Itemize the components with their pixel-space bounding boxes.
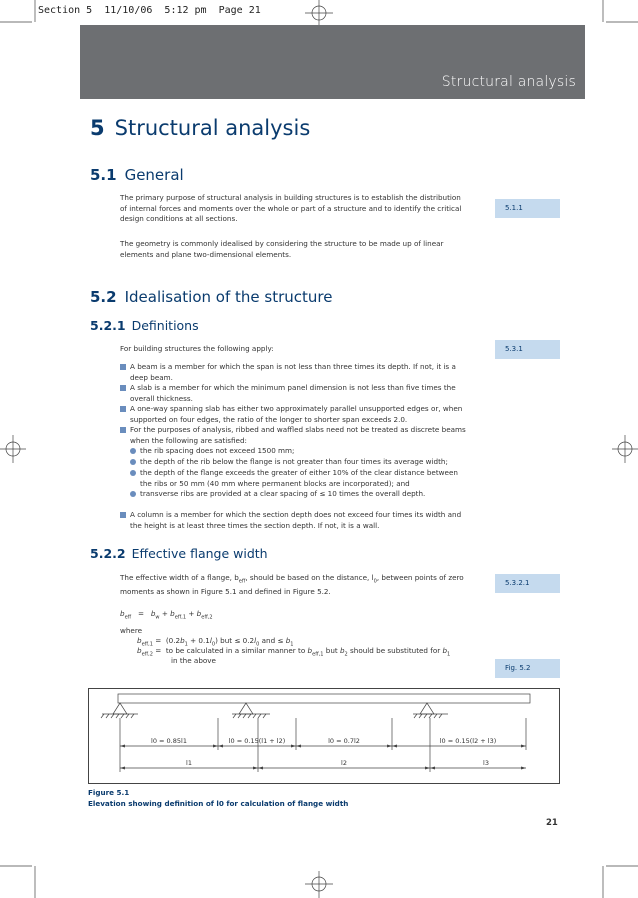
support-middle-1 — [232, 703, 270, 718]
section-title: General — [124, 166, 184, 184]
equation-beff: $b_{eff} = b_w + b_{eff,1} + b_{eff,2}$ — [120, 609, 213, 621]
chapter-title-text: Structural analysis — [114, 116, 311, 140]
support-left — [101, 703, 138, 718]
paragraph: For building structures the following apply: — [120, 344, 274, 353]
clause-reference-tag: 5.1.1 — [495, 199, 560, 218]
equation-beff1: $b_{eff,1} = (0.2b_1 + 0.1l_0)$ but ≤ $0.2l_0$ and ≤ $b_1$ — [137, 636, 294, 648]
section-number: 5.2.1 — [90, 318, 126, 333]
figure-caption-text: Elevation showing definition of l0 for calculation of flange width — [88, 799, 349, 808]
section-title: Definitions — [131, 318, 199, 333]
figure-caption-number: Figure 5.1 — [88, 788, 130, 797]
section-number: 5.1 — [90, 166, 117, 184]
l0-label-1: l0 = 0.85l1 — [151, 737, 187, 745]
span-label-l3: l3 — [483, 759, 489, 767]
section-title: Idealisation of the structure — [124, 288, 333, 306]
l0-label-3: l0 = 0.7l2 — [328, 737, 360, 745]
section-number: 5.2.2 — [90, 546, 126, 561]
chapter-number: 5 — [90, 116, 105, 140]
equation-beff2-cont: in the above — [171, 656, 216, 665]
clause-reference-tag: 5.3.1 — [495, 340, 560, 359]
page-number: 21 — [546, 818, 558, 828]
span-label-l1: l1 — [186, 759, 192, 767]
paragraph: The geometry is commonly idealised by considering the structure to be made up of linear elements and plane two-dimensional elements. — [120, 239, 444, 259]
paragraph: The primary purpose of structural analysis in building structures is to establish the distribution of internal forces and moments over the whole or part of a structure and to identify the critical design conditions at all sections. — [120, 193, 462, 224]
where-label: where — [120, 626, 143, 635]
support-middle-2 — [413, 703, 448, 718]
figure-reference-tag: Fig. 5.2 — [495, 659, 560, 678]
clause-reference-tag: 5.3.2.1 — [495, 574, 560, 593]
l0-label-2: l0 = 0.15(l1 + l2) — [228, 737, 286, 745]
print-slug: Section 5 11/10/06 5:12 pm Page 21 — [38, 5, 261, 16]
running-header-title: Structural analysis — [441, 74, 576, 90]
section-number: 5.2 — [90, 288, 117, 306]
span-label-l2: l2 — [341, 759, 347, 767]
l0-label-4: l0 = 0.15(l2 + l3) — [439, 737, 497, 745]
equation-beff2: $b_{eff,2}$ = to be calculated in a similar manner to $b_{eff,1}$ but $b_2$ should be substituted for $b_1$ — [137, 646, 451, 658]
section-title: Effective flange width — [131, 546, 268, 561]
paragraph: The effective width of a flange, $b_{eff}$, should be based on the distance, $l_0$, between points of zero moments as shown in Figure 5.1 and defined in Figure 5.2. — [120, 573, 464, 597]
